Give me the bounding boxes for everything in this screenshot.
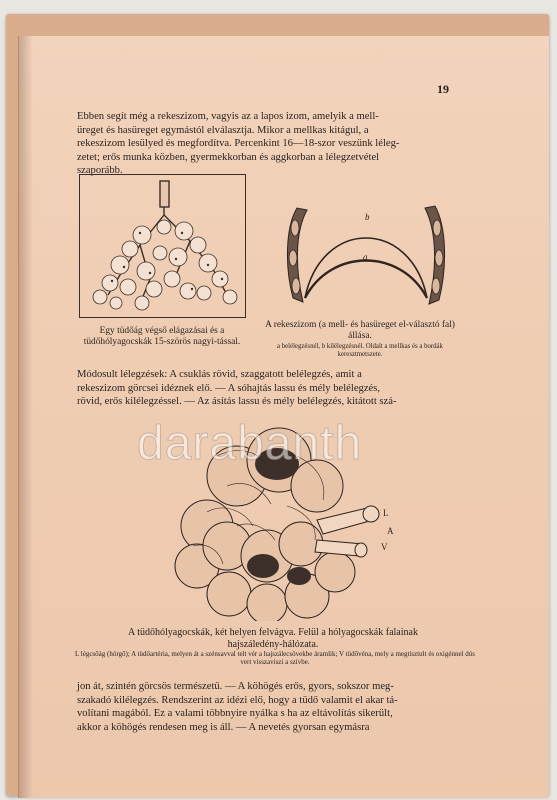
text-line: akkor a köhögés rendesen meg is áll. — A nevetés gyorsan egymásra bbox=[77, 721, 370, 733]
page-number: 19 bbox=[437, 82, 449, 96]
label-L: L bbox=[383, 508, 389, 518]
text-line: rekeszizom görcsei idéznek elő. — A sóhajtás lassu és mély belélegzés, bbox=[77, 382, 381, 394]
text-line: szaporább. bbox=[77, 165, 123, 177]
watermark: darabanth bbox=[137, 417, 363, 470]
text-line: szakadó kilélegzés. Rendszerint az idézi elő, hogy a tüdő valamit el akar tá- bbox=[77, 694, 398, 706]
paragraph-modified-breathing bbox=[77, 368, 457, 409]
figure-alveoli-subcaption: L légcsőág (hörgő); A tüdőartéria, melyen át a szénsavval telt vér a hajszálecsövekbe áramlik; V tüdővéna, mely a megtisztult és oxigénnel dús vert visszaviszi a szívbe. bbox=[75, 650, 475, 667]
text-line: rekeszizom lesülyed és megfordítva. Percenkint 16—18-szor veszünk léleg- bbox=[77, 138, 400, 150]
text-line: jon át, szintén görcsös természetű. — A köhögés erős, gyors, sokszor meg- bbox=[77, 681, 394, 692]
book-page bbox=[18, 36, 549, 798]
spine-shadow bbox=[19, 36, 33, 798]
text-line: rövid, erős kilélegzéssel. — Az ásítás lassu és mély belélegzés, kitátott szá- bbox=[77, 396, 397, 408]
figure-alveoli-caption: A tüdőhólyagocskák, két helyen felvágva. Felül a hólyagocskák falainak hajszáledény-hálózata. bbox=[128, 627, 418, 650]
paragraph-coughing bbox=[77, 680, 457, 734]
book-cover bbox=[6, 14, 549, 796]
diaphragm-label-b: b bbox=[365, 212, 370, 222]
text-line: zetet; erős munka közben, gyermekkorban és aggkorban a lélegzetvétel bbox=[77, 151, 380, 163]
diaphragm-illustration bbox=[281, 188, 451, 318]
paragraph-breathing bbox=[77, 110, 457, 178]
figure-lung-branches bbox=[79, 174, 246, 318]
text-line: volítani magából. Ez a valami többnyire nyálka s ha az eltávolítás sikerült, bbox=[77, 708, 393, 720]
label-V: V bbox=[381, 542, 388, 552]
text-line: Ebben segít még a rekeszizom, vagyis az a lapos izom, amelyik a mell- bbox=[77, 111, 379, 122]
figure-diaphragm-subcaption: a belélegzésnél, b kilélegzésnél. Oldalt a mellkas és a bordák keresztmetszete. bbox=[277, 343, 443, 358]
lung-branches-illustration bbox=[80, 175, 245, 317]
text-line: Módosult lélegzések: A csuklás rövid, szaggatott belélegzés, amit a bbox=[77, 369, 362, 380]
figure-lung-branches-caption: Egy tüdőág végső elágazásai és a tüdőhólyagocskák 15-szörös nagyi-tással. bbox=[83, 326, 241, 347]
diaphragm-label-a: a bbox=[363, 252, 368, 262]
label-A: A bbox=[387, 526, 394, 536]
figure-diaphragm-caption: A rekeszizom (a mell- és hasüreget el-választó fal) állása. bbox=[265, 320, 455, 341]
text-line: üreget és hasüreget egymástól elválasztja. Mikor a mellkas kitágul, a bbox=[77, 124, 369, 136]
